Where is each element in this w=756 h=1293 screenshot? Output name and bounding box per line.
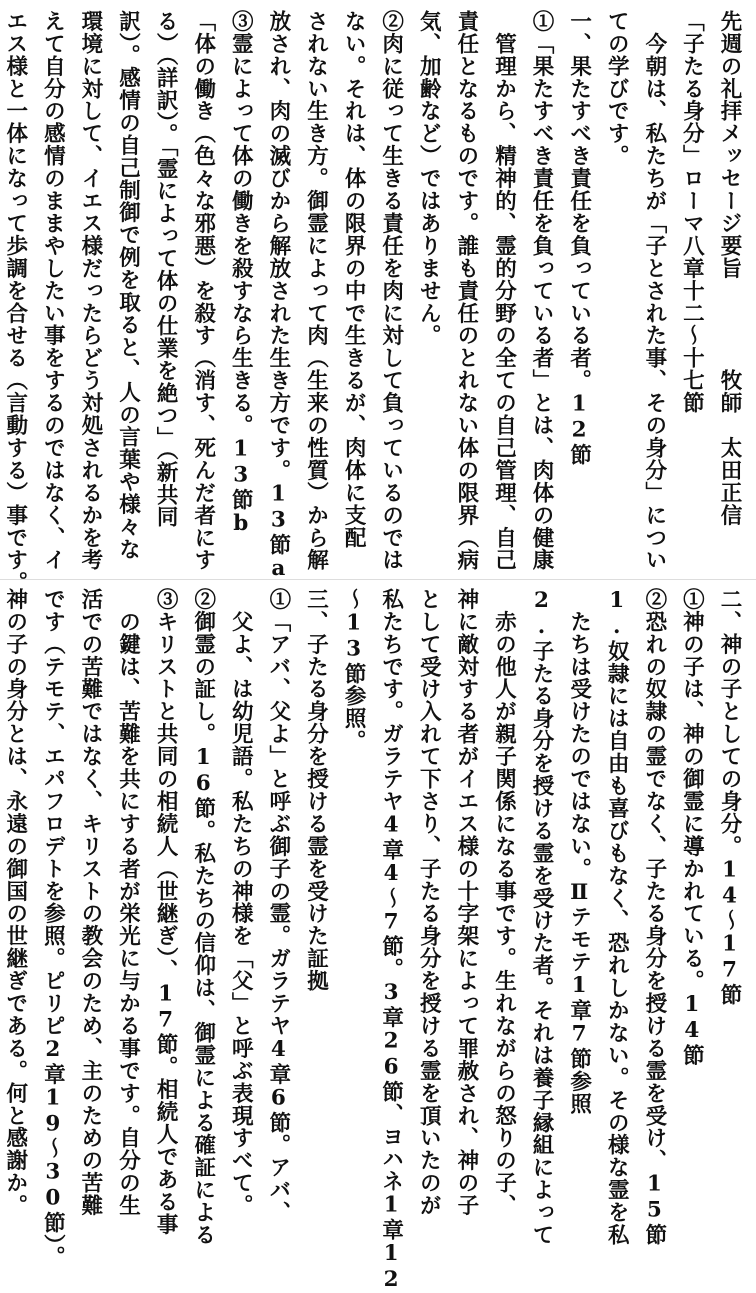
text-line: ②御霊の証し。16節。私たちの信仰は、御霊による確証による [190,588,216,1247]
text-line: 管理から、精神的、霊的分野の全ての自己管理、自己 [491,10,517,572]
section-2-heading: 二、神の子としての身分。14〜17節 [717,588,742,1007]
text-line: 「体の働き（色々な邪悪）を殺す（消す、死んだ者にす [190,10,216,572]
text-line: る）（詳訳）。「霊によって体の仕業を絶つ」（新共同 [153,10,179,529]
text-line: されない生き方。御霊によって肉（生来の性質）から解 [303,10,329,572]
text-line: 父よ、は幼児語。私たちの神様を「父」と呼ぶ表現すべて。 [228,588,254,1217]
text-line: 責任となるものです。誰も責任のとれない体の限界（病 [453,10,479,572]
section-3-heading: 三、子たる身分を授ける霊を受けた証拠 [303,588,329,993]
text-line: えて自分の感情のままやしたい事をするのではなく、イ [40,10,66,572]
text-line: 放され、肉の滅びから解放された生き方です。13節a [265,10,291,582]
intro-line-1: 今朝は、私たちが「子とされた事、その身分」につい [641,10,667,572]
text-line: 神に敵対する者がイエス様の十字架によって罪赦され、神の子 [453,588,479,1217]
text-line: たちは受けたのではない。Ⅱテモテ1章7節参照 [566,588,592,1115]
text-line: ない。それは、体の限界の中で生きるが、肉体に支配 [341,10,367,549]
text-line: ③霊によって体の働きを殺すなら生きる。13節b [228,10,254,537]
text-line: ①神の子は、神の御霊に導かれている。14節 [679,588,705,1067]
text-line: ③キリストと共同の相続人（世継ぎ）、17節。相続人である事 [153,588,179,1236]
header-line: 先週の礼拝メッセージ要旨 牧師 太田正信 [717,10,742,527]
text-line: 〜13節参照。 [341,588,367,753]
text-line: 活での苦難ではなく、キリストの教会のため、主のための苦難 [77,588,103,1217]
closing-line: 神の子の身分とは、永遠の御国の世継ぎである。何と感謝か。 [2,588,28,1217]
text-line: 環境に対して、イエス様だったらどう対処されるかを考 [77,10,103,572]
text-line: の鍵は、苦難を共にする者が栄光に与かる事です。自分の生 [115,588,141,1217]
message-summary-upper-column [0,10,748,594]
message-summary-lower-column [0,588,748,1293]
text-line: ①「果たすべき責任を負っている者」とは、肉体の健康 [529,10,555,572]
text-line: 赤の他人が親子関係になる事です。生れながらの怒りの子、 [491,588,517,1217]
intro-line-2: ての学びです。 [604,10,630,168]
text-line: として受け入れて下さり、子たる身分を授ける霊を頂いたのが [416,588,442,1217]
text-line: 訳）。感情の自己制御で例を取ると、人の言葉や様々な [115,10,141,561]
text-line: 気、加齢など）ではありません。 [416,10,442,347]
text-line: エス様と一体になって歩調を合せる（言動する）事です。 [2,10,28,594]
text-line: です（テモテ、エパフロデトを参照。ピリピ2章19〜30節）。 [40,588,66,1269]
text-line: 1.奴隷には自由も喜びもなく、恐れしかない。その様な霊を私 [604,588,630,1247]
section-1-heading: 一、果たすべき責任を負っている者。12節 [566,10,592,466]
sermon-title: 「子たる身分」ローマ八章十二〜十七節 [679,10,705,415]
text-line: ②恐れの奴隷の霊でなく、子たる身分を授ける霊を受け、15節 [641,588,667,1247]
text-line: ①「アバ、父よ」と呼ぶ御子の霊。ガラテヤ4章6節。アバ、 [265,588,291,1224]
text-line: ②肉に従って生きる責任を肉に対して負っているのでは [378,10,404,572]
text-line: 2.子たる身分を授ける霊を受けた者。それは養子縁組によって [529,588,555,1247]
column-divider [0,579,756,580]
text-line: 私たちです。ガラテヤ4章4〜7節。3章26節、ヨハネ1章12 [378,588,404,1293]
